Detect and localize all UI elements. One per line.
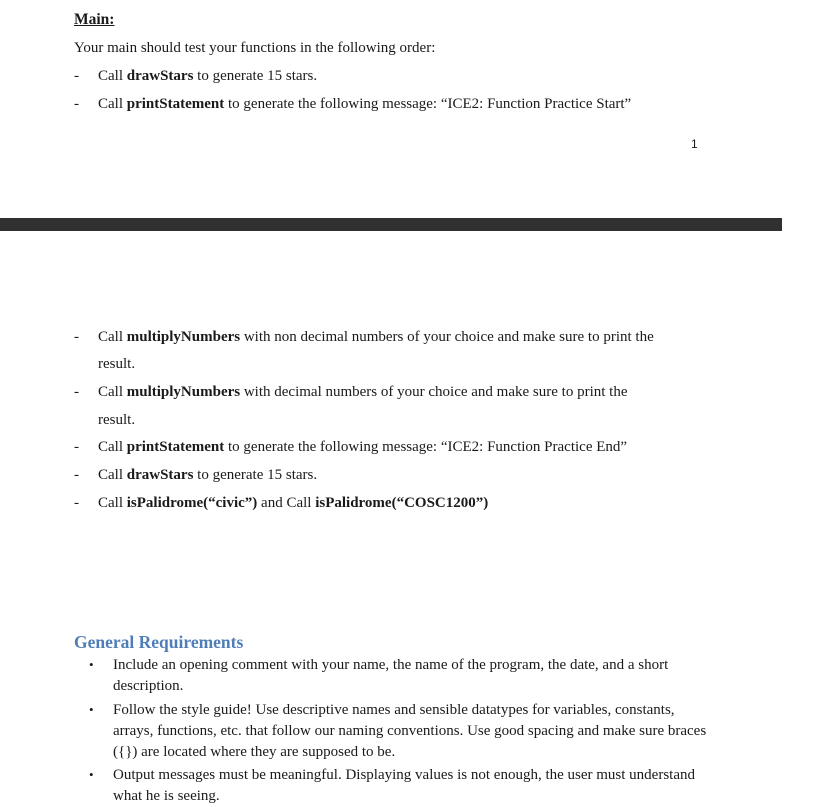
requirement-item: Include an opening comment with your name, the name of the program, the date, and a short description. [113,657,669,694]
list-item: Call printStatement to generate the following message: “ICE2: Function Practice End” [98,439,628,455]
page-number: 1 [691,137,698,151]
dash-marker: - [74,495,79,511]
list-item: Call drawStars to generate 15 stars. [98,467,318,483]
bullet-icon: • [89,702,94,717]
list-item: Call multiplyNumbers with decimal numbers of your choice and make sure to print the [98,384,628,400]
dash-marker: - [74,467,79,483]
dash-marker: - [74,384,79,400]
function-name: isPalidrome(“civic”) [126,495,258,511]
function-name: printStatement [126,96,225,112]
function-name: printStatement [126,439,225,455]
function-name: drawStars [126,68,194,84]
dash-marker: - [74,96,79,112]
list-item: Call isPalidrome(“civic”) and Call isPalidrome(“COSC1200”) [98,495,489,511]
list-item-continuation: result. [98,356,136,372]
dash-marker: - [74,439,79,455]
page-break-bar [0,218,782,231]
list-item: Call multiplyNumbers with non decimal numbers of your choice and make sure to print the [98,329,654,345]
bullet-icon: • [89,767,94,782]
bullet-icon: • [89,657,94,672]
main-intro: Your main should test your functions in the following order: [74,40,436,56]
function-name: multiplyNumbers [126,384,241,400]
function-name: multiplyNumbers [126,329,241,345]
main-heading: Main: [74,11,115,28]
list-item: Call drawStars to generate 15 stars. [98,68,318,84]
list-item-continuation: result. [98,412,136,428]
list-item: Call printStatement to generate the following message: “ICE2: Function Practice Start” [98,96,632,112]
requirement-item: Follow the style guide! Use descriptive names and sensible datatypes for variables, constants, arrays, functions, etc. that follow our naming conventions. Use good spacing and make sure braces ({}) are located where they are supposed to be. [113,702,707,760]
function-name: drawStars [126,467,194,483]
requirement-item: Output messages must be meaningful. Displaying values is not enough, the user must understand what he is seeing. [113,767,695,804]
dash-marker: - [74,68,79,84]
section-title: General Requirements [74,632,244,652]
dash-marker: - [74,329,79,345]
function-name: isPalidrome(“COSC1200”) [315,495,489,511]
